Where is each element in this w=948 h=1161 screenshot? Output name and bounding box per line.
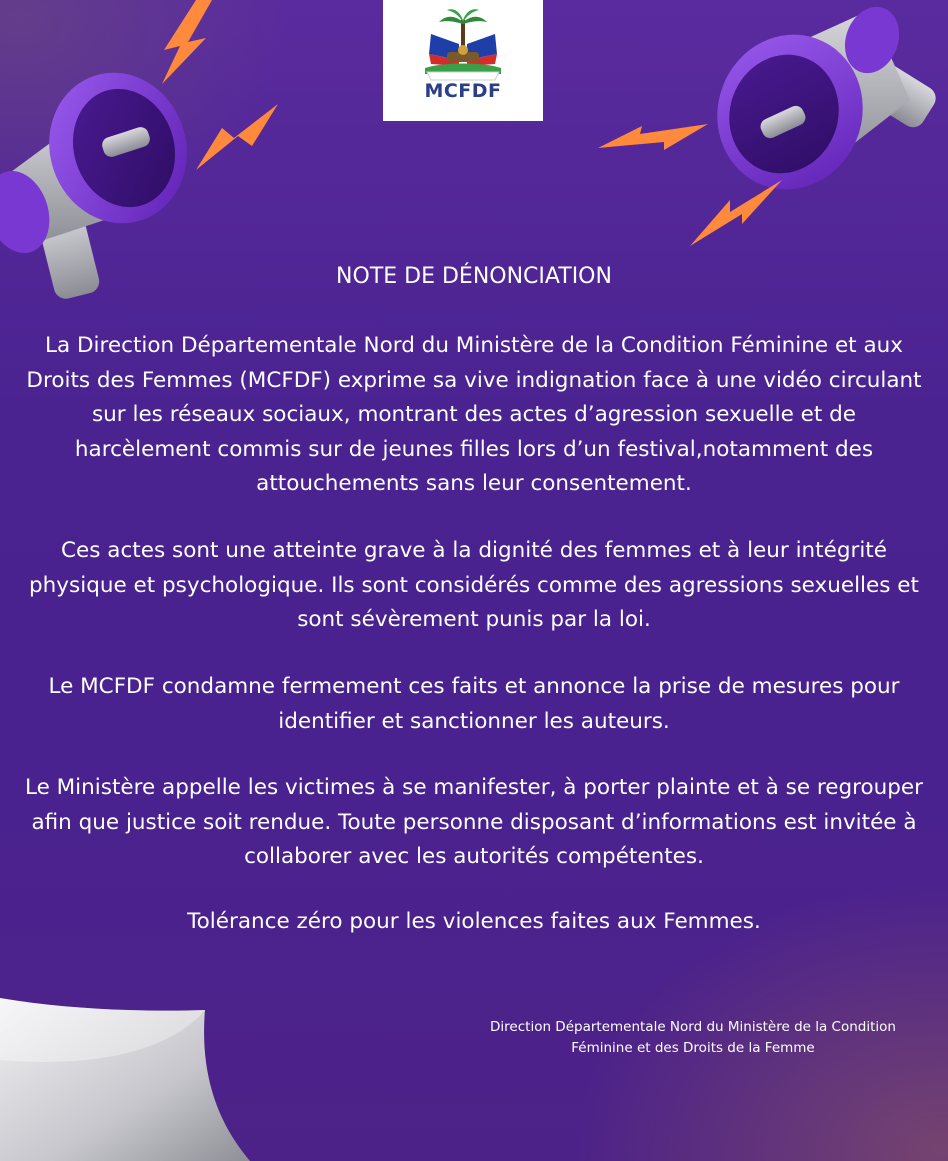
megaphone-right-icon <box>696 0 941 210</box>
page-curl-decoration <box>0 998 250 1161</box>
logo-label: MCFDF <box>424 80 502 102</box>
paragraph-indignation: La Direction Départementale Nord du Ministère de la Condition Féminine et aux Droits des Femmes (MCFDF) exprime sa vive indignation face à une vidéo circulant sur les réseaux sociaux, montrant des actes d’agression sexuelle et de harcèlement commis sur de jeunes filles lors d’un festival,notamment des attouchements sans leur consentement. <box>26 333 922 496</box>
paragraph-call-to-victims: Le Ministère appelle les victimes à se manifester, à porter plainte et à se regrouper afin que justice soit rendue. Toute personne disposant d’informations est invitée à collaborer avec les autorités compétentes. <box>24 775 924 869</box>
haitian-coat-of-arms-icon <box>413 8 513 82</box>
ministry-logo <box>383 0 543 121</box>
page-title: NOTE DE DÉNONCIATION <box>336 264 612 289</box>
paragraph-zero-tolerance: Tolérance zéro pour les violences faites aux Femmes. <box>187 909 761 934</box>
paragraph-gravity: Ces actes sont une atteinte grave à la dignité des femmes et à leur intégrité physique et psychologique. Ils sont considérés comme des agressions sexuelles et sont sévèrement punis par la loi. <box>29 538 919 632</box>
signature-block: Direction Départementale Nord du Ministère de la Condition Féminine et des Droits de la Femme <box>490 1019 896 1056</box>
paragraph-condemnation: Le MCFDF condamne fermement ces faits et annonce la prise de mesures pour identifier et sanctionner les auteurs. <box>48 674 900 734</box>
